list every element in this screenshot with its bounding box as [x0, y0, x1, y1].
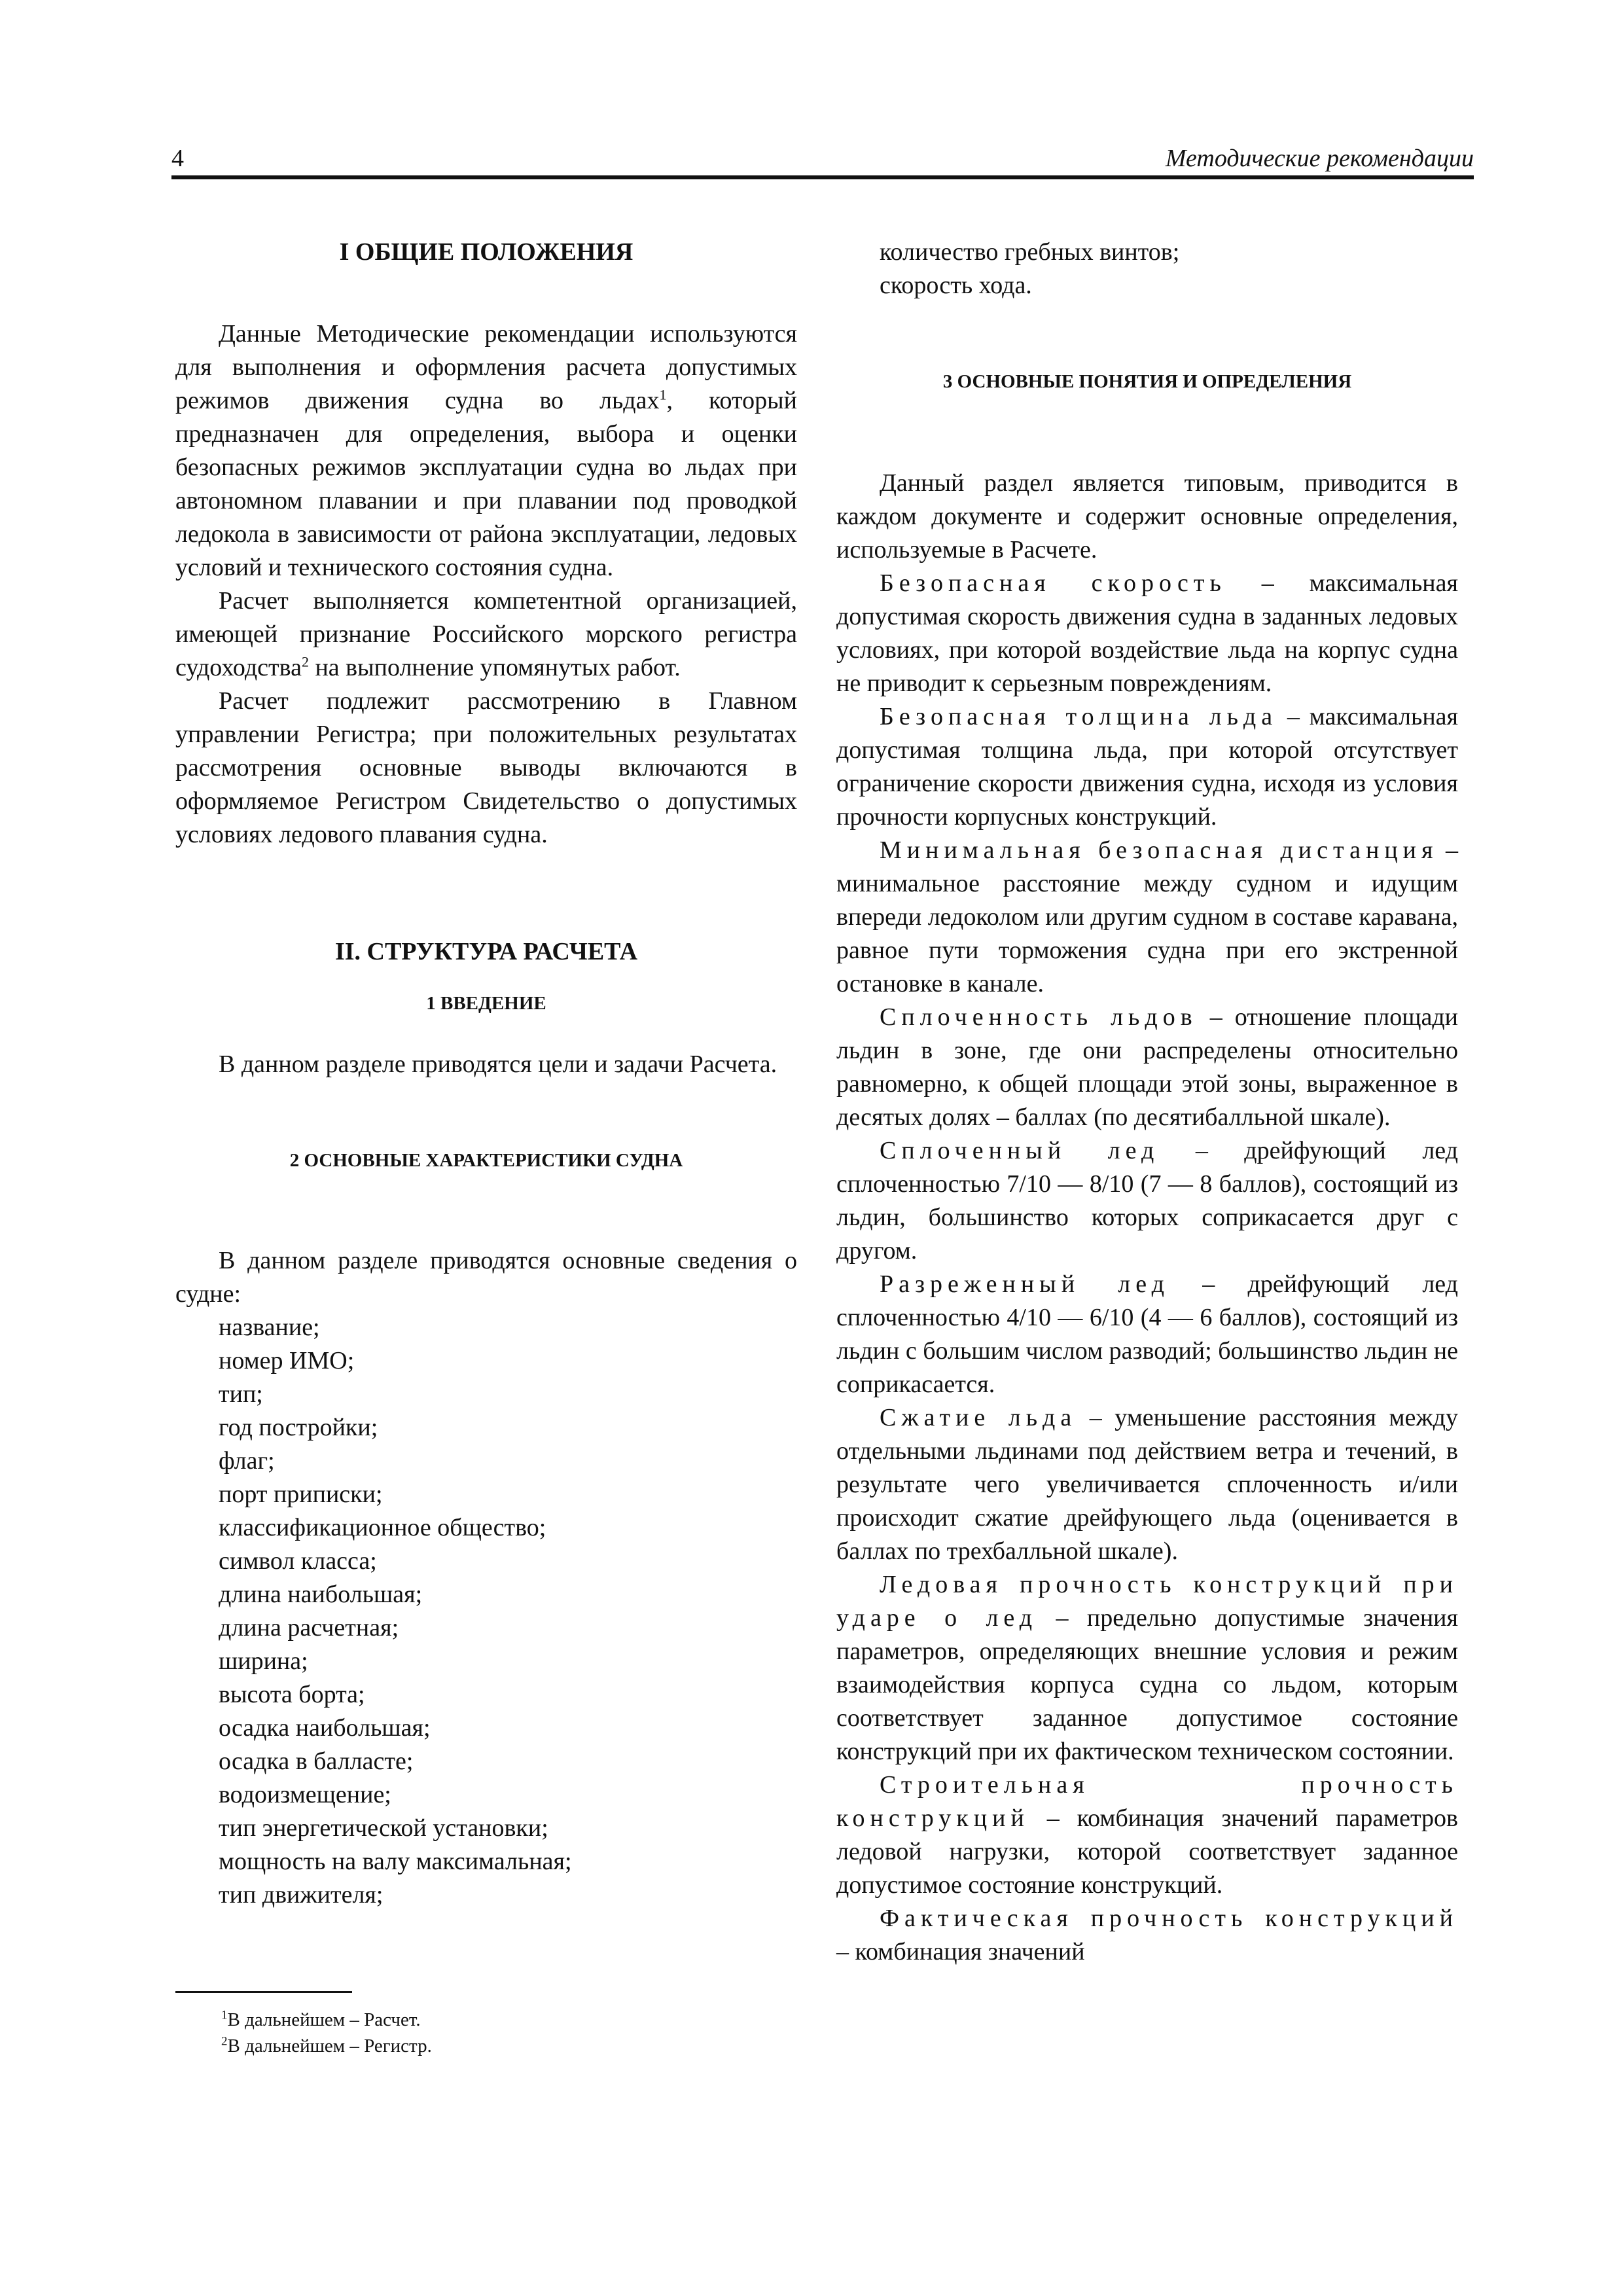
list-item: количество гребных винтов;: [880, 238, 1180, 266]
list-item: порт приписки;: [219, 1480, 383, 1508]
list-item: ширина;: [219, 1647, 308, 1675]
definition-open-ice: Разреженный лед – дрейфующий лед сплоченностью 4/10 — 6/10 (4 — 6 баллов), состоящий из льдин с большим числом разводий; большинство льдин не соприкасается.: [836, 1270, 1458, 1398]
term: Разреженный лед: [880, 1270, 1169, 1298]
paragraph-characteristics-intro: В данном разделе приводятся основные сведения о судне:: [175, 1247, 797, 1308]
definition-min-safe-distance: Минимальная безопасная дистанция – минимальное расстояние между судном и идущим впереди ледоколом или другим судном в составе каравана, равное пути торможения судна при его экстренной остановке в канале.: [836, 836, 1458, 997]
term: Фактическая прочность конструкций: [880, 1905, 1458, 1932]
paragraph-purpose: Данные Методические рекомендации используются для выполнения и оформления расчета допустимых режимов движения судна во льдах$^1$, который предназначен для определения, выбора и оценки безопасных режимов эксплуатации судна во льдах при автономном плавании и при плавании под проводкой ледокола в зависимости от района эксплуатации, ледовых условий и технического состояния судна.: [175, 320, 797, 581]
list-item: тип движителя;: [219, 1881, 383, 1909]
footnote-ref-2: 2: [301, 653, 309, 670]
definition-actual-strength: Фактическая прочность конструкций – комбинация значений: [836, 1905, 1458, 1965]
paragraph-introduction: В данном разделе приводятся цели и задачи Расчета.: [219, 1050, 777, 1078]
list-item: тип энергетической установки;: [219, 1814, 548, 1842]
paragraph-review: Расчет подлежит рассмотрению в Главном управлении Регистра; при положительных результатах рассмотрения основные выводы включаются в оформляемое Регистром Свидетельство о допустимых условиях ледового плавания судна.: [175, 687, 797, 848]
definition-close-ice: Сплоченный лед – дрейфующий лед сплоченностью 7/10 — 8/10 (7 — 8 баллов), состоящий из льдин, большинство которых соприкасается друг с другом.: [836, 1137, 1458, 1265]
term: Сжатие льда: [880, 1404, 1077, 1431]
page-number: 4: [171, 145, 184, 172]
page-header: [171, 144, 1474, 178]
footnote-rule: [175, 1991, 352, 1993]
list-item: высота борта;: [219, 1681, 365, 1708]
footnote-ref-1: 1: [659, 386, 667, 403]
right-column: [836, 236, 1458, 1969]
term: Ледовая прочность конструкций при ударе о лед: [836, 1571, 1458, 1632]
list-item: название;: [219, 1314, 320, 1341]
term: Сплоченный лед: [880, 1137, 1160, 1164]
list-item: флаг;: [219, 1447, 275, 1475]
term: Безопасная толщина льда: [880, 703, 1278, 730]
list-item: длина расчетная;: [219, 1614, 399, 1641]
subsection-title-definitions: 3 ОСНОВНЫЕ ПОНЯТИЯ И ОПРЕДЕЛЕНИЯ: [942, 371, 1352, 392]
list-item: осадка наибольшая;: [219, 1714, 431, 1742]
running-title: Методические рекомендации: [1165, 145, 1474, 172]
term: Сплоченность льдов: [880, 1003, 1198, 1031]
list-item: мощность на валу максимальная;: [219, 1848, 572, 1875]
list-item: скорость хода.: [880, 272, 1032, 299]
list-item: тип;: [219, 1380, 263, 1408]
term: Строительная прочность конструкций: [836, 1771, 1458, 1832]
section-title-general: I ОБЩИЕ ПОЛОЖЕНИЯ: [339, 238, 633, 266]
definition-safe-speed: Безопасная скорость – максимальная допустимая скорость движения судна в заданных ледовых условиях, при которой воздействие льда на корпус судна не приводит к серьезным повреждениям.: [836, 569, 1458, 697]
paragraph-definitions-intro: Данный раздел является типовым, приводится в каждом документе и содержит основные определения, используемые в Расчете.: [836, 469, 1458, 564]
footnotes: [221, 2007, 432, 2059]
footnote-1: $^1$В дальнейшем – Расчет.: [221, 2008, 421, 2030]
list-item: номер ИМО;: [219, 1347, 355, 1374]
list-item: длина наибольшая;: [219, 1581, 423, 1608]
header-rule: [171, 175, 1474, 179]
definition-ice-strength-impact: Ледовая прочность конструкций при ударе о лед – предельно допустимые значения параметров, определяющих внешние условия и режим взаимодействия корпуса судна со льдом, которым соответствует заданное допустимое состояние конструкций при их фактическом техническом состоянии.: [836, 1571, 1458, 1765]
definition-design-strength: Строительная прочность конструкций – комбинация значений параметров ледовой нагрузки, которой соответствует заданное допустимое состояние конструкций.: [836, 1771, 1458, 1899]
paragraph-organization: Расчет выполняется компетентной организацией, имеющей признание Российского морского регистра судоходства$^2$ на выполнение упомянутых работ.: [175, 587, 797, 681]
left-column: [175, 236, 797, 1912]
list-item: год постройки;: [219, 1414, 378, 1441]
list-item: классификационное общество;: [219, 1514, 546, 1541]
vessel-characteristics-list: [175, 1311, 797, 1912]
definition-safe-ice-thickness: Безопасная толщина льда – максимальная допустимая толщина льда, при которой отсутствует ограничение скорости движения судна, исходя из условия прочности корпусных конструкций.: [836, 703, 1458, 831]
list-item: осадка в балласте;: [219, 1748, 414, 1775]
definition-ice-compression: Сжатие льда – уменьшение расстояния между отдельными льдинами под действием ветра и течений, в результате чего увеличивается сплоченность и/или происходит сжатие дрейфующего льда (оценивается в баллах по трехбалльной шкале).: [836, 1404, 1458, 1565]
term: Минимальная безопасная дистанция: [880, 836, 1438, 864]
list-item: водоизмещение;: [219, 1781, 391, 1808]
list-item: символ класса;: [219, 1547, 377, 1575]
subsection-title-characteristics: 2 ОСНОВНЫЕ ХАРАКТЕРИСТИКИ СУДНА: [289, 1150, 683, 1171]
term: Безопасная скорость: [880, 569, 1226, 597]
section-title-structure: II. СТРУКТУРА РАСЧЕТА: [334, 938, 638, 965]
footnote-2: $^2$В дальнейшем – Регистр.: [221, 2034, 432, 2056]
definition-ice-concentration: Сплоченность льдов – отношение площади льдин в зоне, где они распределены относительно равномерно, к общей площади этой зоны, выраженное в десятых долях – баллах (по десятибалльной шкале).: [836, 1003, 1458, 1131]
subsection-title-introduction: 1 ВВЕДЕНИЕ: [426, 993, 546, 1014]
